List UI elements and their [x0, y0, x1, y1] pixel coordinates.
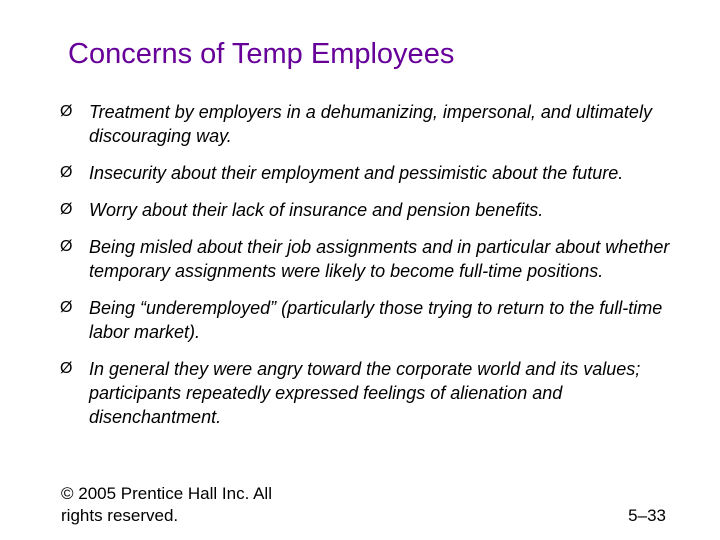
- bullet-item: [60, 357, 675, 429]
- bullet-text: Treatment by employers in a dehumanizing, impersonal, and ultimately discouraging way.: [89, 102, 652, 146]
- bullet-item: [60, 161, 675, 185]
- bullet-text: In general they were angry toward the corporate world and its values; participants repeatedly expressed feelings of alienation and disenchantment.: [89, 359, 641, 427]
- bullet-item: [60, 198, 675, 222]
- slide-title: Concerns of Temp Employees: [68, 38, 455, 70]
- arrowhead-bullet-icon: Ø: [60, 299, 73, 316]
- slide-number: 5–33: [628, 506, 666, 525]
- bullet-item: [60, 235, 675, 283]
- bullet-text: Insecurity about their employment and pessimistic about the future.: [89, 163, 624, 183]
- arrowhead-bullet-icon: Ø: [60, 360, 73, 377]
- bullet-text: Being misled about their job assignments and in particular about whether temporary assignments were likely to become full-time positions.: [89, 237, 670, 281]
- arrowhead-bullet-icon: Ø: [60, 103, 73, 120]
- bullet-text: Worry about their lack of insurance and pension benefits.: [89, 200, 544, 220]
- bullet-item: [60, 100, 675, 148]
- copyright-notice: © 2005 Prentice Hall Inc. All rights reserved.: [61, 484, 272, 525]
- arrowhead-bullet-icon: Ø: [60, 238, 73, 255]
- arrowhead-bullet-icon: Ø: [60, 164, 73, 181]
- bullet-text: Being “underemployed” (particularly those trying to return to the full-time labor market).: [89, 298, 663, 342]
- bullet-list: [60, 100, 675, 442]
- arrowhead-bullet-icon: Ø: [60, 201, 73, 218]
- bullet-item: [60, 296, 675, 344]
